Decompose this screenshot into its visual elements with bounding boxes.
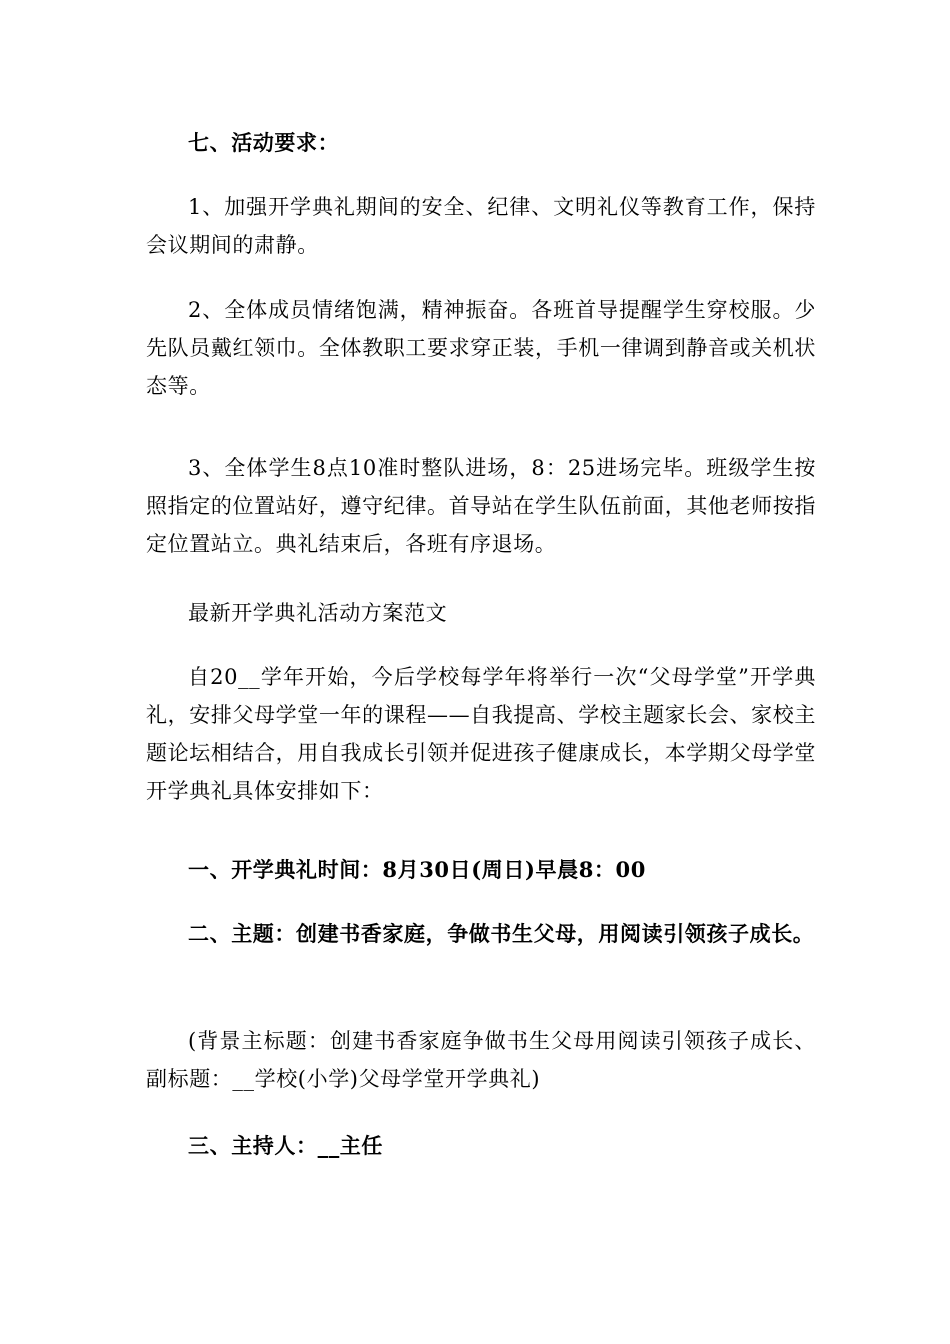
requirement-item-1: 1、加强开学典礼期间的安全、纪律、文明礼仪等教育工作，保持会议期间的肃静。 — [146, 195, 816, 257]
section-heading-activity-requirements: 七、活动要求： — [188, 130, 340, 155]
requirement-item-2: 2、全体成员情绪饱满，精神振奋。各班首导提醒学生穿校服。少先队员戴红领巾。全体教职工要求穿正装，手机一律调到静音或关机状态等。 — [146, 298, 816, 398]
section-heading-theme: 二、主题：创建书香家庭，争做书生父母，用阅读引领孩子成长。 — [188, 921, 815, 946]
intro-paragraph: 自20__学年开始，今后学校每学年将举行一次“父母学堂”开学典礼，安排父母学堂一年的课程——自我提高、学校主题家长会、家校主题论坛相结合，用自我成长引领并促进孩子健康成长，本学期父母学堂开学典礼具体安排如下： — [146, 665, 816, 803]
section-heading-host: 三、主持人：__主任 — [188, 1133, 383, 1158]
article-title: 最新开学典礼活动方案范文 — [188, 601, 448, 625]
background-note: (背景主标题：创建书香家庭争做书生父母用阅读引领孩子成长、副标题：__学校(小学)父母学堂开学典礼) — [146, 1029, 816, 1091]
requirement-item-3: 3、全体学生8点10准时整队进场，8：25进场完毕。班级学生按照指定的位置站好，遵守纪律。首导站在学生队伍前面，其他老师按指定位置站立。典礼结束后，各班有序退场。 — [146, 456, 816, 556]
section-heading-time: 一、开学典礼时间：8月30日(周日)早晨8：00 — [188, 857, 646, 882]
